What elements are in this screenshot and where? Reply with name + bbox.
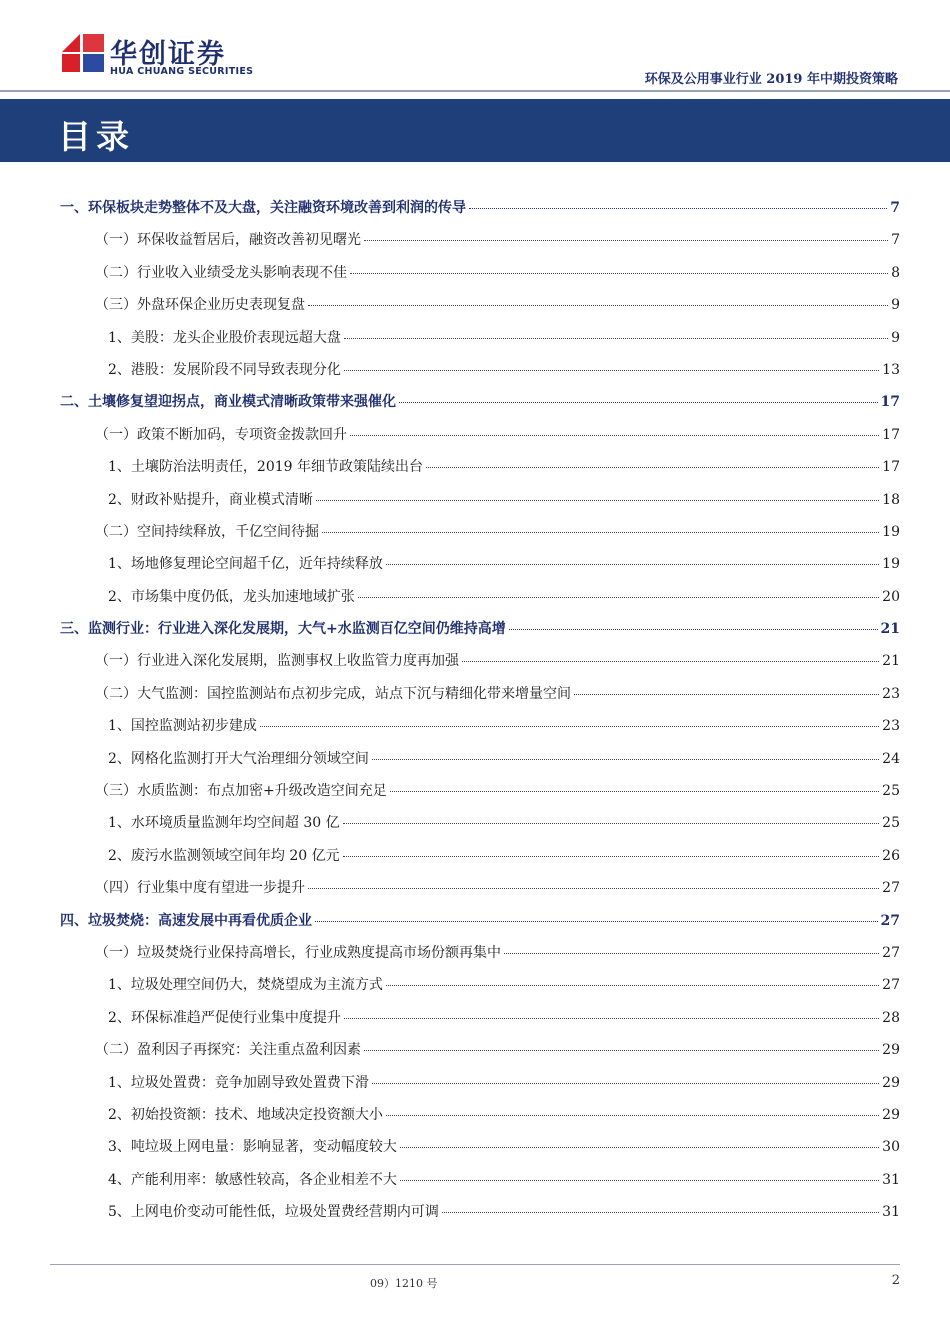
toc-entry-page: 8 <box>891 264 900 281</box>
toc-entry[interactable] <box>0 650 950 682</box>
toc-entry-title: 2、市场集中度仍低，龙头加速地域扩张 <box>108 588 355 605</box>
toc-leader-dots <box>462 661 879 662</box>
toc-entry-title: （一）垃圾焚烧行业保持高增长，行业成熟度提高市场份额再集中 <box>95 944 501 961</box>
toc-entry-title: （二）盈利因子再探究：关注重点盈利因素 <box>95 1042 361 1059</box>
toc-leader-dots <box>260 726 879 727</box>
toc-leader-dots <box>344 1018 879 1019</box>
toc-entry-page: 26 <box>882 847 900 864</box>
toc-entry[interactable] <box>0 294 950 326</box>
toc-entry-title: （一）环保收益暂居后，融资改善初见曙光 <box>95 232 361 249</box>
toc-entry-title: 2、初始投资额：技术、地域决定投资额大小 <box>108 1106 383 1123</box>
toc-entry[interactable] <box>0 1039 950 1071</box>
toc-entry-page: 27 <box>882 944 900 961</box>
toc-leader-dots <box>504 953 879 954</box>
toc-entry-page: 27 <box>880 912 900 929</box>
toc-entry[interactable] <box>0 391 950 423</box>
footer-divider <box>50 1264 900 1265</box>
toc-entry[interactable] <box>0 586 950 618</box>
toc-leader-dots <box>344 338 888 339</box>
toc-entry-title: 1、土壤防治法明责任，2019 年细节政策陆续出台 <box>108 459 423 476</box>
toc-entry[interactable] <box>0 715 950 747</box>
toc-entry-page: 21 <box>882 653 900 670</box>
toc-leader-dots <box>400 1180 879 1181</box>
toc-leader-dots <box>442 1212 879 1213</box>
toc-entry-title: 2、网格化监测打开大气治理细分领域空间 <box>108 750 369 767</box>
toc-entry[interactable] <box>0 1201 950 1233</box>
toc-entry[interactable] <box>0 1104 950 1136</box>
toc-leader-dots <box>509 629 878 630</box>
toc-entry-page: 17 <box>882 459 900 476</box>
toc-entry[interactable] <box>0 489 950 521</box>
toc-entry-title: 1、场地修复理论空间超千亿，近年持续释放 <box>108 556 383 573</box>
header-divider <box>0 90 950 92</box>
brand-name-en: HUA CHUANG SECURITIES <box>110 66 254 77</box>
toc-entry-page: 30 <box>882 1139 900 1156</box>
toc-entry-page: 19 <box>882 556 900 573</box>
toc-entry[interactable] <box>0 1072 950 1104</box>
toc-entry[interactable] <box>0 683 950 715</box>
footer-text: 09）1210 号 <box>370 1277 438 1290</box>
toc-entry[interactable] <box>0 942 950 974</box>
toc-entry-title: （一）行业进入深化发展期，监测事权上收监管力度再加强 <box>95 653 459 670</box>
toc-entry-title: 1、国控监测站初步建成 <box>108 718 257 735</box>
toc-entry-page: 13 <box>882 361 900 378</box>
toc-entry-title: 1、垃圾处置费：竞争加剧导致处置费下滑 <box>108 1074 369 1091</box>
toc-entry-title: 4、产能利用率：敏感性较高，各企业相差不大 <box>108 1171 397 1188</box>
toc-entry-page: 17 <box>880 394 900 411</box>
toc-entry[interactable] <box>0 456 950 488</box>
toc-entry-title: （三）水质监测：布点加密+升级改造空间充足 <box>95 783 387 800</box>
toc-leader-dots <box>364 1050 879 1051</box>
toc-leader-dots <box>574 694 879 695</box>
toc-entry[interactable] <box>0 1169 950 1201</box>
huachuang-logo-icon <box>60 30 106 76</box>
toc-leader-dots <box>364 240 888 241</box>
toc-leader-dots <box>469 208 887 209</box>
toc-entry[interactable] <box>0 229 950 261</box>
toc-entry[interactable] <box>0 424 950 456</box>
toc-entry[interactable] <box>0 359 950 391</box>
toc-entry-page: 23 <box>882 685 900 702</box>
toc-entry[interactable] <box>0 974 950 1006</box>
toc-entry[interactable] <box>0 1136 950 1168</box>
toc-entry[interactable] <box>0 845 950 877</box>
toc-entry[interactable] <box>0 780 950 812</box>
toc-entry[interactable] <box>0 877 950 909</box>
toc-entry[interactable] <box>0 327 950 359</box>
toc-entry-page: 19 <box>882 523 900 540</box>
toc-leader-dots <box>358 597 879 598</box>
toc-entry[interactable] <box>0 262 950 294</box>
toc-leader-dots <box>400 1147 879 1148</box>
toc-entry-page: 29 <box>882 1042 900 1059</box>
toc-entry[interactable] <box>0 197 950 229</box>
toc-entry[interactable] <box>0 910 950 942</box>
toc-leader-dots <box>315 921 878 922</box>
toc-leader-dots <box>372 759 879 760</box>
toc-entry-page: 24 <box>882 750 900 767</box>
toc-entry-title: 2、废污水监测领域空间年均 20 亿元 <box>108 847 340 864</box>
toc-entry-title: 3、吨垃圾上网电量：影响显著，变动幅度较大 <box>108 1139 397 1156</box>
toc-entry-page: 20 <box>882 588 900 605</box>
toc-leader-dots <box>386 985 879 986</box>
toc-leader-dots <box>343 823 880 824</box>
toc-leader-dots <box>308 305 888 306</box>
toc-entry-title: 1、垃圾处理空间仍大，焚烧望成为主流方式 <box>108 977 383 994</box>
report-title: 环保及公用事业行业 2019 年中期投资策略 <box>644 72 898 87</box>
toc-leader-dots <box>316 500 879 501</box>
toc-entry-page: 25 <box>882 783 900 800</box>
toc-leader-dots <box>372 1083 879 1084</box>
toc-entry-page: 27 <box>882 977 900 994</box>
toc-entry-title: 1、美股：龙头企业股价表现远超大盘 <box>108 329 341 346</box>
page-number: 2 <box>891 1273 900 1288</box>
toc-leader-dots <box>308 888 879 889</box>
toc-title: 目录 <box>58 117 134 156</box>
toc-leader-dots <box>390 791 879 792</box>
toc-leader-dots <box>386 564 879 565</box>
toc-entry-page: 7 <box>890 200 900 216</box>
toc-entry[interactable] <box>0 553 950 585</box>
toc-leader-dots <box>426 467 879 468</box>
toc-leader-dots <box>344 370 879 371</box>
toc-entry-title: （二）空间持续释放，千亿空间待掘 <box>95 523 319 540</box>
toc-entry-page: 25 <box>882 815 900 832</box>
toc-entry[interactable] <box>0 812 950 844</box>
toc-entry-title: 四、垃圾焚烧：高速发展中再看优质企业 <box>60 912 312 929</box>
toc-leader-dots <box>386 1115 879 1116</box>
toc-entry-page: 21 <box>880 621 900 638</box>
toc-entry-title: （一）政策不断加码，专项资金拨款回升 <box>95 426 347 443</box>
toc-entry-page: 17 <box>882 426 900 443</box>
toc-entry-title: 2、港股：发展阶段不同导致表现分化 <box>108 361 341 378</box>
toc-entry-title: 2、财政补贴提升，商业模式清晰 <box>108 491 313 508</box>
toc-entry-title: 2、环保标准趋严促使行业集中度提升 <box>108 1009 341 1026</box>
toc-entry-page: 7 <box>891 232 900 249</box>
toc-leader-dots <box>322 532 879 533</box>
toc-entry-page: 29 <box>882 1074 900 1091</box>
toc-entry[interactable] <box>0 618 950 650</box>
toc-entry[interactable] <box>0 1007 950 1039</box>
toc-leader-dots <box>350 273 888 274</box>
brand-name-cn: 华创证券 <box>110 39 226 70</box>
toc-leader-dots <box>350 435 879 436</box>
toc-entry-title: （四）行业集中度有望进一步提升 <box>95 880 305 897</box>
toc-banner <box>0 99 950 162</box>
toc-entry-page: 29 <box>882 1106 900 1123</box>
toc-entry-title: 5、上网电价变动可能性低，垃圾处置费经营期内可调 <box>108 1204 439 1221</box>
toc-entry-page: 9 <box>891 329 900 346</box>
toc-entry-title: （二）大气监测：国控监测站布点初步完成，站点下沉与精细化带来增量空间 <box>95 685 571 702</box>
toc-entry-title: 二、土壤修复望迎拐点，商业模式清晰政策带来强催化 <box>60 394 396 411</box>
toc-leader-dots <box>343 856 880 857</box>
toc-entry-page: 18 <box>882 491 900 508</box>
toc-entry-title: （三）外盘环保企业历史表现复盘 <box>95 297 305 314</box>
table-of-contents <box>0 197 950 1234</box>
toc-entry-page: 9 <box>891 297 900 314</box>
toc-entry[interactable] <box>0 521 950 553</box>
toc-entry-title: 1、水环境质量监测年均空间超 30 亿 <box>108 815 340 832</box>
toc-entry-page: 28 <box>882 1009 900 1026</box>
toc-entry-title: （二）行业收入业绩受龙头影响表现不佳 <box>95 264 347 281</box>
toc-entry-page: 27 <box>882 880 900 897</box>
toc-entry[interactable] <box>0 748 950 780</box>
toc-entry-title: 三、监测行业：行业进入深化发展期，大气+水监测百亿空间仍维持高增 <box>60 621 506 638</box>
toc-leader-dots <box>399 402 878 403</box>
page-header <box>0 0 950 100</box>
toc-entry-title: 一、环保板块走势整体不及大盘，关注融资环境改善到利润的传导 <box>60 200 466 216</box>
toc-entry-page: 31 <box>882 1171 900 1188</box>
toc-entry-page: 23 <box>882 718 900 735</box>
toc-entry-page: 31 <box>882 1204 900 1221</box>
